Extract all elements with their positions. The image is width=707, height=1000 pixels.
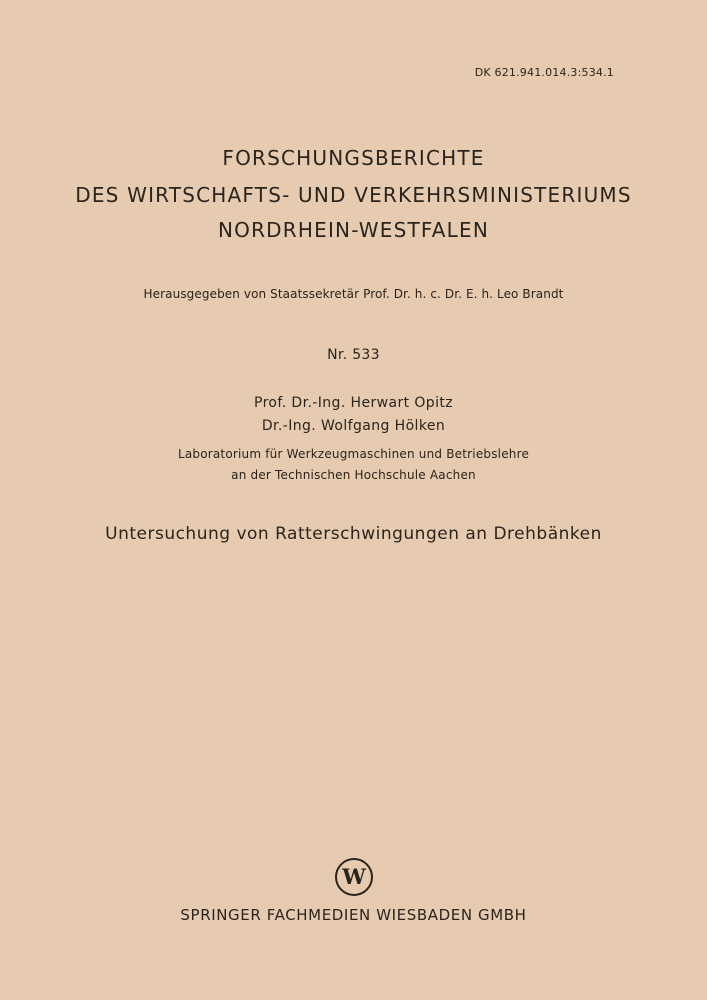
series-title-line-2: DES WIRTSCHAFTS- UND VERKEHRSMINISTERIUMS bbox=[75, 183, 632, 207]
series-title-line-1: FORSCHUNGSBERICHTE bbox=[222, 146, 485, 170]
springer-w-logo-icon bbox=[334, 857, 374, 897]
publisher-name: SPRINGER FACHMEDIEN WIESBADEN GMBH bbox=[180, 906, 527, 924]
volume-number: Nr. 533 bbox=[327, 347, 380, 363]
author-2: Dr.-Ing. Wolfgang Hölken bbox=[261, 418, 446, 434]
logo-mark: W bbox=[342, 864, 366, 889]
classification-number: DK 621.941.014.3:534.1 bbox=[474, 66, 614, 79]
report-title: Untersuchung von Ratterschwingungen an Drehbänken bbox=[105, 524, 602, 544]
affiliation-line-1: Laboratorium für Werkzeugmaschinen und Betriebslehre bbox=[177, 447, 530, 461]
editor-line: Herausgegeben von Staatssekretär Prof. Dr. h. c. Dr. E. h. Leo Brandt bbox=[143, 287, 564, 301]
author-1: Prof. Dr.-Ing. Herwart Opitz bbox=[253, 395, 454, 411]
affiliation-line-2: an der Technischen Hochschule Aachen bbox=[231, 468, 476, 482]
series-title-line-3: NORDRHEIN-WESTFALEN bbox=[217, 218, 490, 242]
